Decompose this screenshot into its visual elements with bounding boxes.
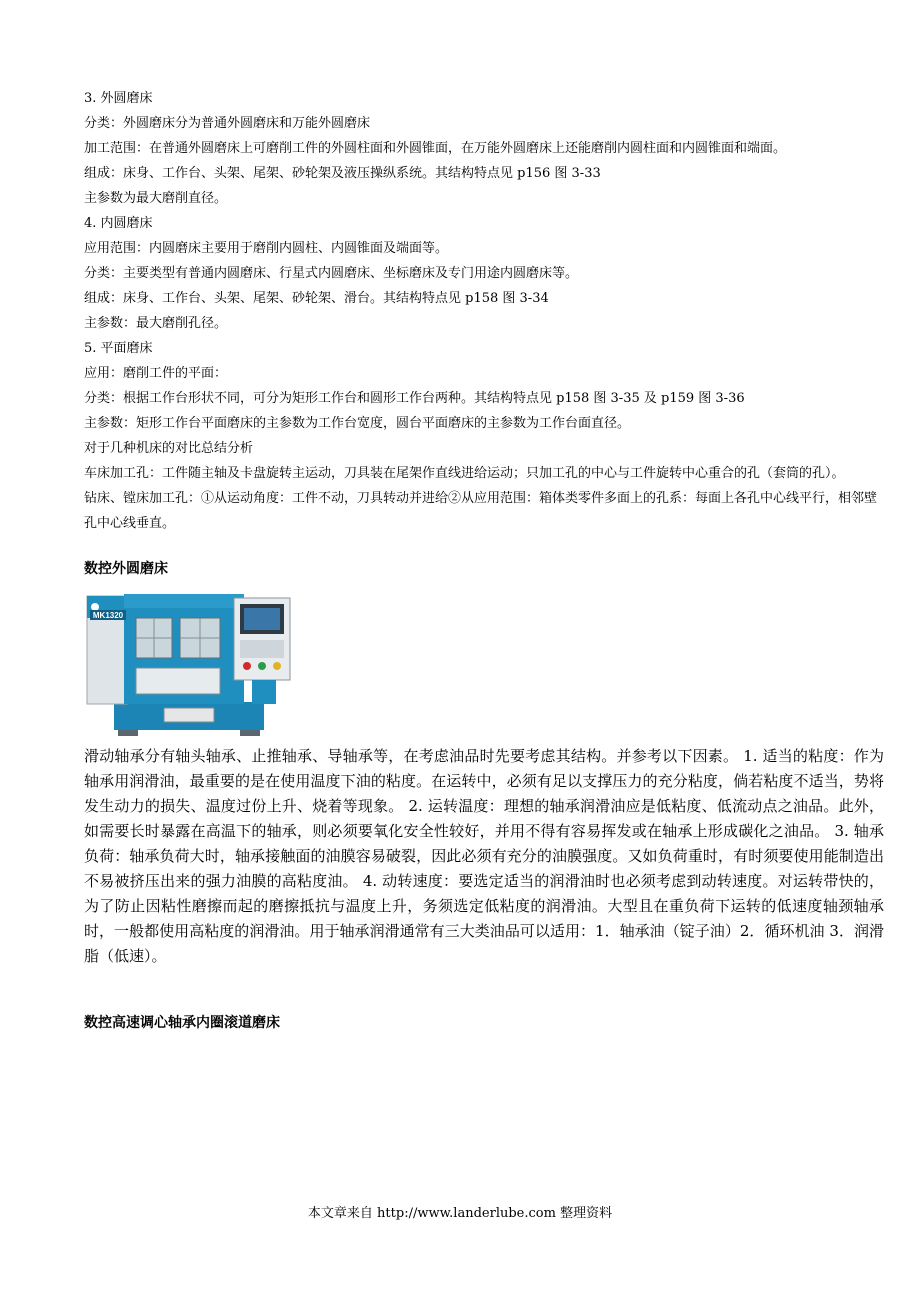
text-line: 主参数为最大磨削直径。 bbox=[84, 191, 228, 206]
text-line: 5. 平面磨床 bbox=[84, 341, 153, 356]
text-line: 组成：床身、工作台、头架、尾架、砂轮架、滑台。其结构特点见 p158 图 3-34 bbox=[84, 291, 549, 306]
text-line: 主参数：最大磨削孔径。 bbox=[84, 316, 228, 331]
text-line: 4. 内圆磨床 bbox=[84, 216, 153, 231]
text-line: 钻床、镗床加工孔：①从运动角度：工件不动，刀具转动并进给②从应用范围：箱体类零件多面上的孔系：每面上各孔中心线平行，相邻壁孔中心线垂直。 bbox=[84, 491, 878, 531]
text-line: 加工范围：在普通外圆磨床上可磨削工件的外圆柱面和外圆锥面，在万能外圆磨床上还能磨削内圆柱面和内圆锥面和端面。 bbox=[84, 141, 787, 156]
section-heading-cnc-external-grinder: 数控外圆磨床 bbox=[84, 561, 168, 577]
document-body bbox=[84, 86, 884, 1036]
text-line: 分类：外圆磨床分为普通外圆磨床和万能外圆磨床 bbox=[84, 116, 371, 131]
cnc-grinder-machine-image bbox=[84, 590, 294, 738]
section-heading-cnc-bearing-grinder: 数控高速调心轴承内圈滚道磨床 bbox=[84, 1015, 280, 1031]
text-line: 对于几种机床的对比总结分析 bbox=[84, 441, 254, 456]
text-line: 应用：磨削工件的平面： bbox=[84, 366, 228, 381]
text-line: 分类：根据工作台形状不同，可分为矩形工作台和圆形工作台两种。其结构特点见 p158 图 3-35 及 p159 图 3-36 bbox=[84, 391, 745, 406]
grinder-notes bbox=[84, 86, 884, 536]
text-line: 车床加工孔：工件随主轴及卡盘旋转主运动，刀具装在尾架作直线进给运动；只加工孔的中心与工件旋转中心重合的孔（套筒的孔）。 bbox=[84, 466, 845, 481]
text-line: 主参数：矩形工作台平面磨床的主参数为工作台宽度，圆台平面磨床的主参数为工作台面直径。 bbox=[84, 416, 631, 431]
text-line: 分类：主要类型有普通内圆磨床、行星式内圆磨床、坐标磨床及专门用途内圆磨床等。 bbox=[84, 266, 579, 281]
page-footer: 本文章来自 http://www.landerlube.com 整理资料 bbox=[307, 1206, 613, 1221]
text-line: 组成：床身、工作台、头架、尾架、砂轮架及液压操纵系统。其结构特点见 p156 图 3-33 bbox=[84, 166, 601, 181]
lubrication-paragraph: 滑动轴承分有轴头轴承、止推轴承、导轴承等，在考虑油品时先要考虑其结构。并参考以下因素。 1. 适当的粘度：作为轴承用润滑油，最重要的是在使用温度下油的粘度。在运转中，必须有足以支撑压力的充分粘度，倘若粘度不适当，势将发生动力的损失、温度过份上升、烧着等现象。 2. 运转温度：理想的轴承润滑油应是低粘度、低流动点之油品。此外，如需要长时暴露在高温下的轴承，则必须要氧化安全性较好，并用不得有容易挥发或在轴承上形成碳化之油品。 3. 轴承负荷：轴承负荷大时，轴承接触面的油膜容易破裂，因此必须有充分的油膜强度。又如负荷重时，有时须要使用能制造出不易被挤压出来的强力油膜的高粘度油。 4. 动转速度：要选定适当的润滑油时也必须考虑到动转速度。对运转带快的，为了防止因粘性磨擦而起的磨擦抵抗与温度上升，务须选定低粘度的润滑油。大型且在重负荷下运转的低速度轴颈轴承时，一般都使用高粘度的润滑油。用于轴承润滑通常有三大类油品可以适用：1．轴承油（锭子油）2．循环机油 3．润滑脂（低速）。 bbox=[84, 747, 884, 965]
text-line: 应用范围：内圆磨床主要用于磨削内圆柱、内圆锥面及端面等。 bbox=[84, 241, 449, 256]
machine-model-label: MK1320 bbox=[92, 611, 124, 620]
text-line: 3. 外圆磨床 bbox=[84, 91, 153, 106]
